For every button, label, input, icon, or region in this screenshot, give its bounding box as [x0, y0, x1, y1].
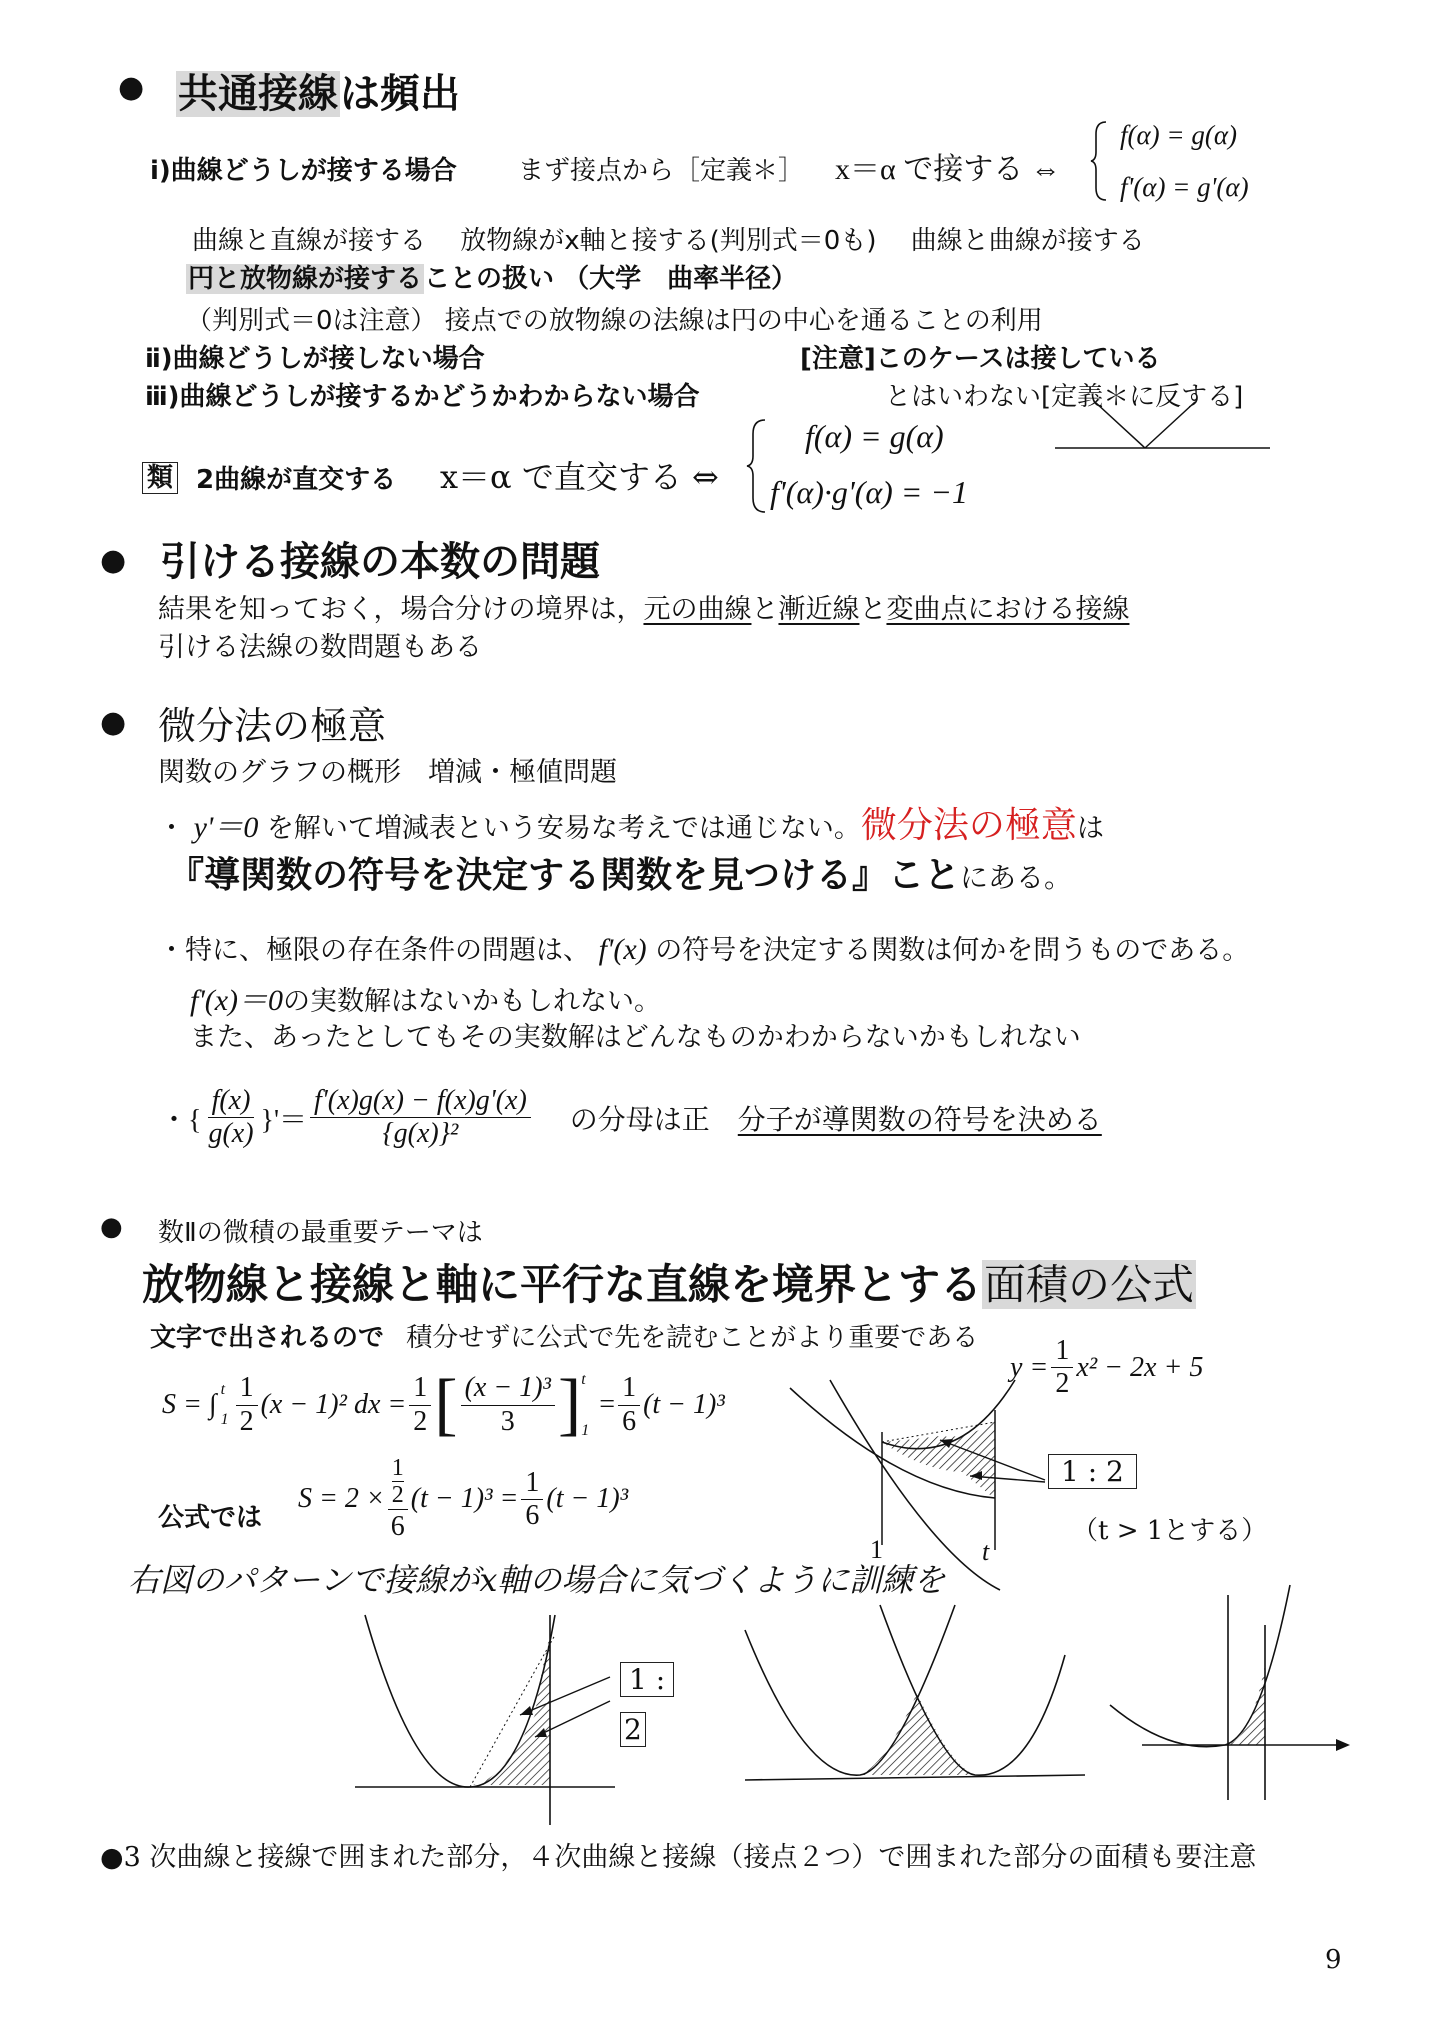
- text: の実数解はないかもしれない。: [283, 986, 662, 1017]
- bracket-right: ]: [557, 1366, 582, 1443]
- ratio-box-1: [620, 1663, 674, 1696]
- text: =: [599, 1389, 616, 1420]
- quotient-rule: [160, 1085, 1102, 1150]
- denominator: g(x): [208, 1118, 254, 1150]
- circle-parabola-line: [186, 258, 797, 295]
- section-title-tangent-count: 引ける接線の本数の問題: [160, 539, 600, 585]
- underlined-inflection-tangent: 変曲点における接線: [886, 594, 1130, 625]
- fraction: [236, 1372, 258, 1437]
- denominator: {g(x)}²: [382, 1118, 459, 1150]
- text: は: [1076, 813, 1104, 844]
- formula-label: 公式では: [158, 1503, 263, 1533]
- text: x² − 2x + 5: [1076, 1351, 1204, 1383]
- rui-label: 類: [142, 462, 178, 494]
- denominator: 6: [390, 1510, 405, 1542]
- numerator: (x − 1)³: [461, 1372, 555, 1405]
- fraction: [204, 1085, 257, 1150]
- text: (t − 1)³: [546, 1483, 629, 1515]
- numerator: 1: [618, 1372, 640, 1405]
- section-title-differentiation: 微分法の極意: [158, 704, 387, 748]
- orthogonal-label: 2曲線が直交する: [196, 465, 397, 495]
- text: 文字で出されるので: [150, 1323, 385, 1353]
- area-line1: [150, 1317, 978, 1354]
- numerator: 1: [236, 1372, 258, 1405]
- denominator: 2: [413, 1405, 428, 1437]
- upper-limit: t: [581, 1370, 586, 1388]
- diff-line4: [158, 928, 1249, 967]
- fraction: [1051, 1335, 1073, 1400]
- title-highlight: 共通接線: [178, 71, 338, 117]
- underlined-original-curve: 元の曲線: [643, 594, 752, 625]
- bullet: ●: [118, 70, 145, 105]
- numerator: f(x): [208, 1085, 255, 1118]
- ratio-box-2: [620, 1713, 646, 1746]
- bullet: ●: [100, 705, 127, 740]
- brace-2: [745, 418, 769, 514]
- limits: [221, 1375, 229, 1436]
- numerator: 1: [521, 1467, 543, 1500]
- text: 結果を知っておく，場合分けの境界は，: [158, 594, 644, 625]
- bullet: ●: [100, 543, 127, 578]
- case-i-math: x＝α で接する ⇔: [835, 153, 1061, 186]
- numerator: f'(x)g(x) − f(x)g'(x): [310, 1085, 531, 1118]
- text: S = 2 ×: [298, 1483, 385, 1515]
- area-formula-highlight: 面積の公式: [984, 1260, 1195, 1309]
- condition-note: （t > 1とする）: [1072, 1516, 1268, 1546]
- case-ii-label: ⅱ)曲線どうしが接しない場合: [145, 344, 485, 374]
- higher-degree-note: [100, 1835, 1256, 1874]
- fraction: [310, 1085, 531, 1150]
- underlined-asymptote: 漸近線: [778, 594, 860, 625]
- tangent-count-line1: [158, 587, 1129, 626]
- page-number: 9: [1325, 1945, 1342, 1975]
- case-ii-note: [注意]このケースは接している: [800, 344, 1161, 374]
- bracket-left: [: [434, 1366, 458, 1443]
- denominator: 6: [525, 1499, 540, 1531]
- circle-parabola-highlight: 円と放物線が接する: [188, 264, 423, 294]
- training-note: 右図のパターンで接線がx軸の場合に気づくように訓練を: [128, 1561, 946, 1599]
- text: を解いて増減表という安易な考えでは通じない。: [266, 813, 861, 844]
- section-title-common-tangent: [176, 62, 460, 119]
- key-statement: 『導関数の符号を決定する関数を見つける』こと: [168, 855, 961, 896]
- fraction: [461, 1372, 555, 1437]
- math2-theme-head: 数Ⅱの微積の最重要テーマは: [158, 1218, 483, 1248]
- orthogonal-math: x＝α で直交する ⇔: [440, 458, 719, 496]
- bullet: ●: [100, 1842, 124, 1873]
- integral-formula: [162, 1360, 725, 1450]
- text: S = ∫: [162, 1389, 217, 1420]
- text: ・{: [160, 1104, 202, 1136]
- ratio-label-2: 2: [620, 1712, 646, 1747]
- text: }'＝: [260, 1104, 308, 1136]
- text: の分母は正: [569, 1102, 710, 1136]
- text: 3 次曲線と接線で囲まれた部分，４次曲線と接線（接点２つ）で囲まれた部分の面積も要注意: [123, 1842, 1257, 1873]
- math-inline: f'(x)＝0: [190, 984, 284, 1017]
- normal-line-note: （判別式＝0は注意） 接点での放物線の法線は円の中心を通ることの利用: [186, 306, 1043, 336]
- circle-parabola-rest: ことの扱い （大学 曲率半径）: [424, 264, 798, 294]
- axis-label-t: t: [982, 1537, 990, 1566]
- compound-fraction: [388, 1455, 408, 1543]
- title-rest: は頻出: [340, 71, 460, 117]
- ratio-label: 1 : 2: [1048, 1454, 1137, 1489]
- math-inline: y'＝0: [193, 811, 259, 844]
- ratio-label-1: 1 :: [620, 1662, 674, 1697]
- brace-1: [1090, 120, 1110, 202]
- diff-line2: [158, 797, 1104, 848]
- system1-eq-b: f'(α) = g'(α): [1120, 172, 1249, 202]
- text: ・: [158, 813, 185, 844]
- area-formula: [298, 1455, 628, 1543]
- text: 放物線と接線と軸に平行な直線を境界とする: [142, 1260, 983, 1309]
- denominator: 2: [239, 1405, 254, 1437]
- lower-limit: 1: [581, 1422, 590, 1439]
- text: 積分せずに公式で先を読むことがより重要である: [406, 1323, 979, 1353]
- bracket-limits: [581, 1354, 589, 1456]
- system1-eq-a: f(α) = g(α): [1120, 120, 1238, 150]
- system2-eq-a: f(α) = g(α): [805, 418, 944, 454]
- fraction: [521, 1467, 543, 1532]
- upper-limit: t: [220, 1380, 226, 1398]
- rui-box: [142, 457, 178, 494]
- result: (t − 1)³: [643, 1389, 725, 1420]
- red-emphasis: 微分法の極意: [860, 805, 1077, 846]
- text: (t − 1)³ =: [410, 1483, 519, 1515]
- fraction: [409, 1372, 431, 1437]
- inner-denominator: 2: [388, 1482, 408, 1509]
- bullet: ●: [100, 1212, 123, 1242]
- fraction: [618, 1372, 640, 1437]
- inner-numerator: 1: [391, 1455, 404, 1481]
- text: y =: [1010, 1351, 1049, 1383]
- case-iii-note-b: 反: [1155, 382, 1182, 412]
- ratio-box: [1048, 1455, 1137, 1488]
- integrand: (x − 1)² dx =: [260, 1389, 407, 1420]
- tangent-count-line2: 引ける法線の数問題もある: [158, 632, 482, 663]
- diagram-two-parabolas: [745, 1605, 1085, 1785]
- text: と: [751, 594, 779, 625]
- system2-eq-b: f'(α)·g'(α) = −1: [770, 474, 968, 510]
- diagram-parabola-verticals: [1110, 1585, 1350, 1805]
- diagram-parabola-tangent-axis: [355, 1615, 615, 1835]
- numerator: 1: [409, 1372, 431, 1405]
- math-inline: f'(x): [598, 933, 647, 966]
- v-shape-sketch: [1055, 400, 1285, 450]
- diff-line5: [190, 975, 661, 1019]
- diff-key-statement: [168, 847, 1072, 898]
- diff-line6: また、あったとしてもその実数解はどんなものかわからないかもしれない: [190, 1022, 1081, 1053]
- diff-line1: 関数のグラフの概形 増減・極値問題: [158, 757, 617, 788]
- case-i-text: まず接点から［定義＊］: [518, 156, 805, 186]
- lower-limit: 1: [220, 1411, 229, 1428]
- case-iii-note-c: する]: [1181, 382, 1244, 412]
- denominator: 3: [500, 1405, 515, 1437]
- case-iii-label: ⅲ)曲線どうしが接するかどうかわからない場合: [145, 382, 700, 412]
- text: の符号を決定する関数は何かを問うものである。: [655, 935, 1250, 966]
- area-formula-title: [142, 1252, 1196, 1312]
- axis-label-1: 1: [870, 1535, 883, 1564]
- denominator: 2: [1055, 1368, 1070, 1400]
- text: ・特に、極限の存在条件の問題は、: [158, 935, 590, 966]
- text: と: [859, 594, 887, 625]
- denominator: 6: [622, 1405, 637, 1437]
- case-iii-note-a: とはいわない[定義＊に: [885, 382, 1156, 412]
- tangent-cases-line: 曲線と直線が接する 放物線がx軸と接する(判別式＝0も) 曲線と曲線が接する: [192, 226, 1145, 256]
- numerator: 1: [1051, 1335, 1073, 1368]
- text: にある。: [960, 861, 1073, 894]
- case-i-label: ⅰ)曲線どうしが接する場合: [150, 156, 457, 186]
- underlined-numerator-note: 分子が導関数の符号を決める: [737, 1102, 1102, 1136]
